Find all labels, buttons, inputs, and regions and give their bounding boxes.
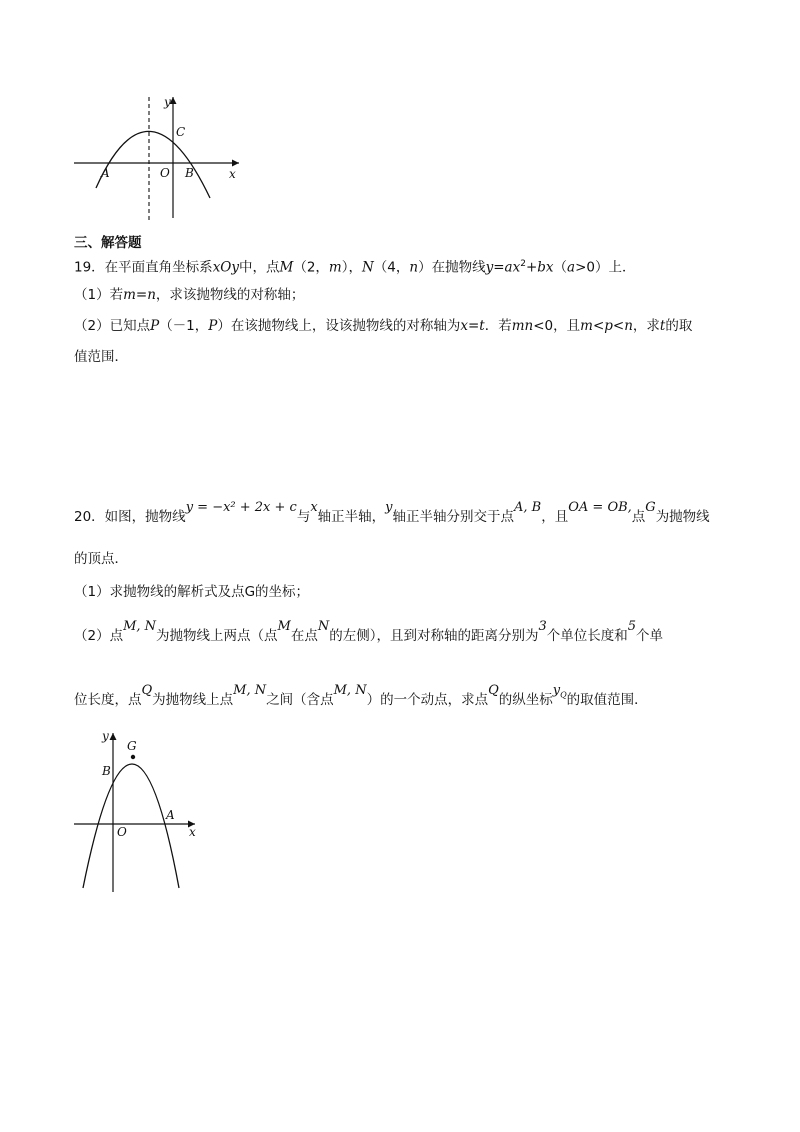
q19-text: <0，且 <box>533 318 581 334</box>
q20-var-x: x <box>310 500 318 515</box>
q20-point-m: M <box>277 619 291 634</box>
label-b: B <box>102 764 111 778</box>
q19-var-m: m <box>328 259 342 276</box>
label-y: y <box>164 95 171 109</box>
q19-text: ．若 <box>484 318 512 334</box>
parabola-curve <box>83 764 179 888</box>
q19-var-p: P <box>208 318 218 334</box>
q20-text: 之间（含点 <box>266 692 334 708</box>
q19-text: ）在该抛物线上，设该抛物线的对称轴为 <box>217 318 461 334</box>
q20-text: 个单 <box>636 628 664 644</box>
section-title: 三、解答题 <box>74 235 142 251</box>
q20-text: 在点 <box>290 628 318 644</box>
q20-text: 20．如图，抛物线 <box>74 509 186 525</box>
q19-text: （－1， <box>159 318 209 334</box>
label-o: O <box>160 166 170 180</box>
vertex-g-point <box>131 755 135 759</box>
q20-condition: OA = OB, <box>568 500 632 515</box>
q20-points-mn: M, N <box>123 619 157 634</box>
q20-text: 的左侧），且到对称轴的距离分别为 <box>329 628 539 644</box>
q20-text: 与 <box>296 509 311 525</box>
q20-text: 点 <box>631 509 646 525</box>
q20-var-y: y <box>385 500 393 515</box>
q19-xoy: xOy <box>212 259 239 276</box>
q19-text: （ <box>553 259 568 276</box>
label-b: B <box>185 166 194 180</box>
q19-equation: +bx <box>525 259 554 276</box>
q19-text: ，求 <box>632 318 660 334</box>
q20-text: 轴正半轴分别交于点 <box>392 509 515 525</box>
q19-text: >0）上． <box>575 259 636 276</box>
q19-text: ）在抛物线 <box>418 259 486 276</box>
q20-point-g: G <box>645 500 656 515</box>
q20-point-n: N <box>317 619 330 634</box>
q20-text: 为抛物线上两点（点 <box>156 628 278 644</box>
q20-text: 个单位长度和 <box>546 628 628 644</box>
q20-point-q: Q <box>141 683 153 698</box>
q19-condition: m=n <box>123 287 156 303</box>
q20-points-mn: M, N <box>333 683 367 698</box>
q19-text: 19．在平面直角坐标系 <box>74 259 213 276</box>
q19-text: （2）已知点 <box>74 318 151 334</box>
q20-text: 轴正半轴， <box>317 509 386 525</box>
q20-text: ）的一个动点，求点 <box>366 692 489 708</box>
q19-text: ）， <box>341 259 362 276</box>
q19-text: 的取 <box>665 318 693 334</box>
q20-text: （2）点 <box>74 628 124 644</box>
q19-inequality: m<p<n <box>580 318 633 334</box>
label-y: y <box>102 729 109 743</box>
label-x: x <box>189 825 196 839</box>
q19-var-t: t <box>659 318 666 334</box>
label-x: x <box>229 167 236 181</box>
q19-point-n: N <box>361 259 374 276</box>
q20-text: 的纵坐标 <box>498 692 553 708</box>
q20-point-q: Q <box>488 683 499 698</box>
q20-equation: y = −x² + 2x + c <box>185 500 297 515</box>
q20-text: 为抛物线上点 <box>152 692 234 708</box>
label-o: O <box>117 825 127 839</box>
q20-var-y: y <box>552 683 561 698</box>
q20-part-1: （1）求抛物线的解析式及点G的坐标； <box>74 584 310 600</box>
q20-points-ab: A, B <box>514 500 542 515</box>
q19-point-m: M <box>279 259 294 276</box>
label-a: A <box>101 166 110 180</box>
q19-var-n: n <box>409 259 419 276</box>
q19-equation: y=ax <box>485 259 521 276</box>
q19-text: （1）若 <box>74 287 124 303</box>
q19-part-2-cont: 值范围． <box>74 349 128 365</box>
q20-points-mn: M, N <box>233 683 267 698</box>
q20-text: 位长度，点 <box>74 692 142 708</box>
q19-text: ，求该抛物线的对称轴； <box>155 287 305 303</box>
label-g: G <box>127 739 137 753</box>
q19-text: 中，点 <box>239 259 280 276</box>
label-a: A <box>166 808 175 822</box>
q19-product: mn <box>511 318 534 334</box>
q20-num-3: 3 <box>538 619 547 634</box>
label-c: C <box>176 125 186 139</box>
q19-text: （4， <box>373 259 410 276</box>
q19-axis-eq: x=t <box>460 318 485 334</box>
q19-exponent: 2 <box>520 259 526 269</box>
q20-text: ，且 <box>541 509 569 525</box>
q20-text: 的取值范围． <box>566 692 648 708</box>
q19-point-p: P <box>150 318 160 334</box>
q19-text: （2， <box>293 259 329 276</box>
q20-num-5: 5 <box>627 619 637 634</box>
q19-var-a: a <box>567 259 576 276</box>
q20-subscript-q: Q <box>560 690 567 700</box>
q20-text: 为抛物线 <box>655 509 710 525</box>
q20-stem-cont: 的顶点． <box>74 551 128 567</box>
